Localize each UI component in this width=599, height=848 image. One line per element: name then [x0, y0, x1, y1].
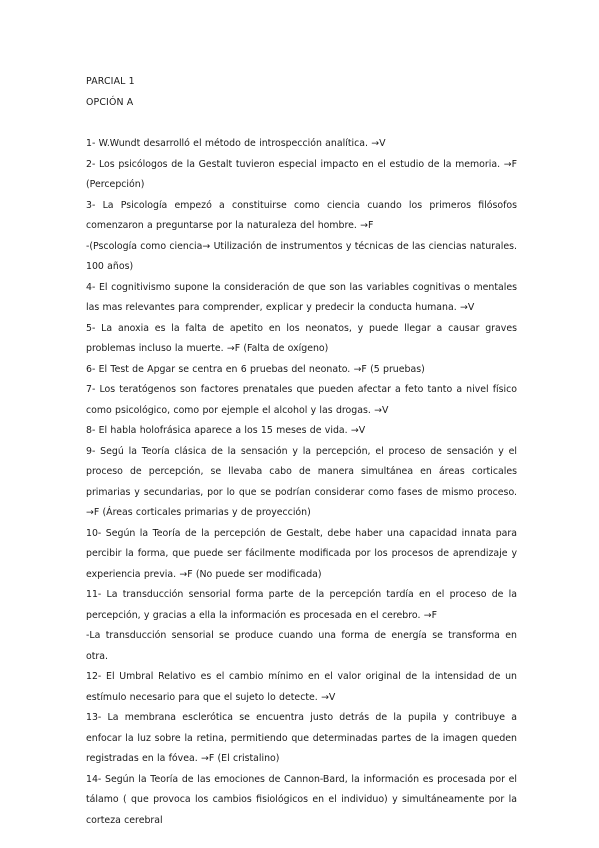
note-3: -(Pscología como ciencia→ Utilización de instrumentos y técnicas de las ciencias naturales. 100 años) — [86, 240, 517, 272]
spacer — [86, 113, 517, 134]
question-2: 2- Los psicólogos de la Gestalt tuvieron especial impacto en el estudio de la memoria. →F (Percepción) — [86, 158, 517, 190]
question-3: 3- La Psicología empezó a constituirse como ciencia cuando los primeros filósofos comenzaron a preguntarse por la naturaleza del hombre. →F — [86, 199, 517, 231]
question-1: 1- W.Wundt desarrolló el método de introspección analítica. →V — [86, 138, 386, 149]
question-12: 12- El Umbral Relativo es el cambio mínimo en el valor original de la intensidad de un estímulo necesario para que el sujeto lo detecte. →V — [86, 671, 517, 703]
question-9: 9- Segú la Teoría clásica de la sensación y la percepción, el proceso de sensación y el proceso de percepción, se llevaba cabo de manera simultánea en áreas corticales primarias y secundarias, por lo que se podrían considerar como fases de mismo proceso. →F (Áreas corticales primarias y de proyección) — [86, 445, 517, 518]
question-7: 7- Los teratógenos son factores prenatales que pueden afectar a feto tanto a nivel físico como psicológico, como por ejemple el alcohol y las drogas. →V — [86, 384, 517, 416]
note-11: -La transducción sensorial se produce cuando una forma de energía se transforma en otra. — [86, 630, 517, 662]
question-13: 13- La membrana esclerótica se encuentra justo detrás de la pupila y contribuye a enfocar la luz sobre la retina, permitiendo que determinadas partes de la imagen queden registradas en la fóvea. →F (El cristalino) — [86, 712, 517, 764]
question-6: 6- El Test de Apgar se centra en 6 pruebas del neonato. →F (5 pruebas) — [86, 363, 425, 375]
question-11: 11- La transducción sensorial forma parte de la percepción tardía en el proceso de la percepción, y gracias a ella la información es procesada en el cerebro. →F — [86, 589, 517, 621]
exam-title: PARCIAL 1 — [86, 76, 135, 87]
question-5: 5- La anoxia es la falta de apetito en los neonatos, y puede llegar a causar graves problemas incluso la muerte. →F (Falta de oxígeno) — [86, 322, 517, 354]
question-14: 14- Según la Teoría de las emociones de Cannon-Bard, la información es procesada por el tálamo ( que provoca los cambios fisiológicos en el individuo) y simultáneamente por la corteza cerebral — [86, 773, 517, 826]
question-4: 4- El cognitivismo supone la consideración de que son las variables cognitivas o mentales las mas relevantes para comprender, explicar y predecir la conducta humana. →V — [86, 281, 517, 313]
question-10: 10- Según la Teoría de la percepción de Gestalt, debe haber una capacidad innata para percibir la forma, que puede ser fácilmente modificada por los procesos de aprendizaje y experiencia previa. →F (No puede ser modificada) — [86, 527, 517, 580]
question-8: 8- El habla holofrásica aparece a los 15 meses de vida. →V — [86, 425, 366, 436]
exam-option: OPCIÓN A — [86, 97, 134, 108]
